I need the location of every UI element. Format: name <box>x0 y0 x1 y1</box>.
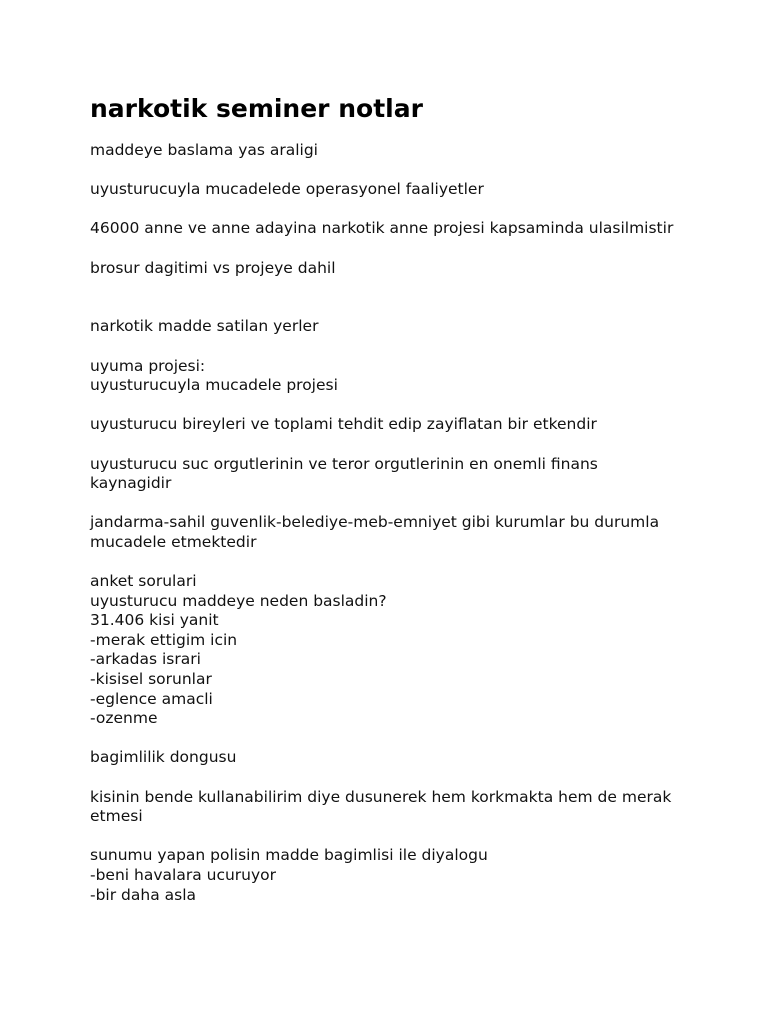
text-line: 31.406 kisi yanit <box>90 611 219 630</box>
list-item: -arkadas israri <box>90 650 201 669</box>
paragraph-yas-araligi <box>90 141 680 161</box>
paragraph-brosur <box>90 259 680 279</box>
paragraph-anket <box>90 572 680 729</box>
list-item: -eglence amacli <box>90 689 213 708</box>
paragraph-anne-projesi <box>90 219 680 239</box>
list-item: -bir daha asla <box>90 885 197 904</box>
paragraph-uyuma-projesi <box>90 357 680 396</box>
text-line: uyusturucu maddeye neden basladin? <box>90 591 387 610</box>
document-page <box>90 92 680 925</box>
text-line: maddeye baslama yas araligi <box>90 141 318 159</box>
paragraph-dongu <box>90 748 680 768</box>
paragraph-operasyonel <box>90 180 680 200</box>
list-item: -beni havalara ucuruyor <box>90 865 277 884</box>
text-line: kisinin bende kullanabilirim diye dusunerek hem korkmakta hem de merak etmesi <box>90 787 672 826</box>
blank-gap <box>90 298 680 318</box>
text-line: uyusturucu bireyleri ve toplami tehdit edip zayiflatan bir etkendir <box>90 415 597 434</box>
text-line: narkotik madde satilan yerler <box>90 317 319 336</box>
document-title: narkotik seminer notlar <box>90 94 423 123</box>
text-line: uyusturucuyla mucadelede operasyonel faaliyetler <box>90 180 484 199</box>
list-item: -merak ettigim icin <box>90 630 238 649</box>
paragraph-kurumlar <box>90 513 680 552</box>
list-item: -ozenme <box>90 709 158 728</box>
text-line: uyusturucuyla mucadele projesi <box>90 376 338 395</box>
paragraph-satilan-yerler <box>90 317 680 337</box>
text-line: jandarma-sahil guvenlik-belediye-meb-emniyet gibi kurumlar bu durumla mucadele etmektedir <box>90 513 660 551</box>
text-line: uyusturucu suc orgutlerinin ve teror orgutlerinin en onemli finans kaynagidir <box>90 454 598 493</box>
paragraph-merak <box>90 788 680 827</box>
text-line: uyuma projesi: <box>90 356 206 375</box>
text-line: anket sorulari <box>90 572 197 591</box>
text-line: bagimlilik dongusu <box>90 748 237 767</box>
paragraph-tehdit <box>90 415 680 435</box>
text-line: brosur dagitimi vs projeye dahil <box>90 258 336 277</box>
paragraph-diyalog <box>90 846 680 905</box>
text-line: sunumu yapan polisin madde bagimlisi ile diyalogu <box>90 846 488 865</box>
text-line: 46000 anne ve anne adayina narkotik anne projesi kapsaminda ulasilmistir <box>90 219 674 238</box>
list-item: -kisisel sorunlar <box>90 670 212 689</box>
paragraph-finans <box>90 455 680 494</box>
